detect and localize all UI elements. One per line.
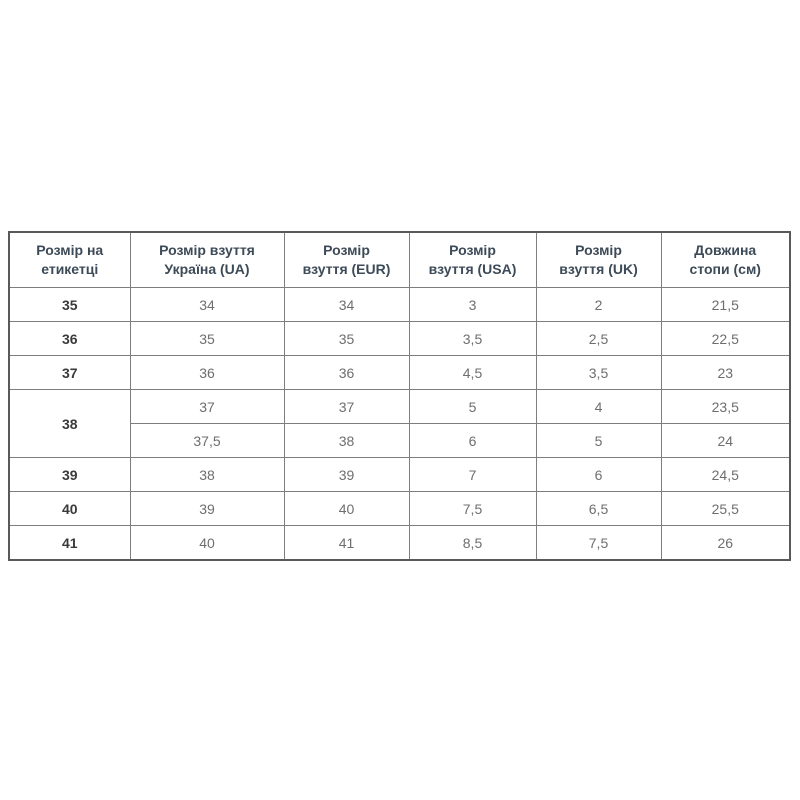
header-line: Розмір на [36,242,104,259]
header-cell-cm [661,232,790,288]
size-label-cell: 39 [9,458,130,492]
size-label-cell: 37 [9,356,130,390]
table-cell-eur: 39 [284,458,409,492]
table-cell-ua: 40 [130,526,284,561]
header-row [9,232,790,288]
header-line: Довжина [694,242,757,259]
header-cell-ua [130,232,284,288]
table-cell-ua: 37 [130,390,284,424]
table-cell-uk: 2,5 [536,322,661,356]
table-cell-cm: 26 [661,526,790,561]
size-conversion-table [8,231,791,561]
table-cell-cm: 21,5 [661,288,790,322]
table-cell-usa: 5 [409,390,536,424]
table-cell-ua: 36 [130,356,284,390]
table-cell-usa: 3 [409,288,536,322]
header-cell-uk [536,232,661,288]
table-cell-eur: 34 [284,288,409,322]
header-line: етикетці [41,261,99,277]
size-label-cell: 38 [9,390,130,458]
table-cell-cm: 24,5 [661,458,790,492]
table-row [9,526,790,561]
table-cell-uk: 3,5 [536,356,661,390]
table-cell-ua: 34 [130,288,284,322]
table-cell-ua: 39 [130,492,284,526]
header-line: взуття (USA) [428,261,517,277]
table-cell-usa: 7 [409,458,536,492]
table-cell-usa: 6 [409,424,536,458]
size-label-cell: 40 [9,492,130,526]
header-line: стопи (см) [689,261,761,277]
table-cell-eur: 40 [284,492,409,526]
table-cell-eur: 41 [284,526,409,561]
size-label-cell: 36 [9,322,130,356]
size-label-cell: 41 [9,526,130,561]
table-cell-uk: 6,5 [536,492,661,526]
header-line: Розмір взуття [159,242,255,259]
header-line: Розмір [449,242,496,259]
table-cell-uk: 5 [536,424,661,458]
table-cell-ua: 38 [130,458,284,492]
header-line: Україна (UA) [164,261,250,277]
table-cell-ua: 37,5 [130,424,284,458]
table-cell-cm: 24 [661,424,790,458]
table-cell-uk: 2 [536,288,661,322]
table-cell-usa: 4,5 [409,356,536,390]
table-cell-uk: 7,5 [536,526,661,561]
table-cell-uk: 6 [536,458,661,492]
header-line: взуття (EUR) [302,261,391,277]
table-row [9,390,790,424]
table-cell-eur: 38 [284,424,409,458]
table-cell-uk: 4 [536,390,661,424]
table-cell-cm: 22,5 [661,322,790,356]
header-cell-eur [284,232,409,288]
table-cell-eur: 37 [284,390,409,424]
table-row [9,322,790,356]
table-cell-cm: 23,5 [661,390,790,424]
table-cell-usa: 8,5 [409,526,536,561]
header-line: взуття (UK) [559,261,638,277]
table-cell-eur: 36 [284,356,409,390]
header-cell-usa [409,232,536,288]
table-cell-cm: 25,5 [661,492,790,526]
table-row [9,288,790,322]
table-row [9,492,790,526]
table-cell-ua: 35 [130,322,284,356]
table-row [9,356,790,390]
table-cell-usa: 7,5 [409,492,536,526]
table-row [9,458,790,492]
header-line: Розмір [575,242,622,259]
table-cell-usa: 3,5 [409,322,536,356]
size-label-cell: 35 [9,288,130,322]
header-line: Розмір [323,242,370,259]
header-cell-label [9,232,130,288]
table-cell-cm: 23 [661,356,790,390]
table-cell-eur: 35 [284,322,409,356]
